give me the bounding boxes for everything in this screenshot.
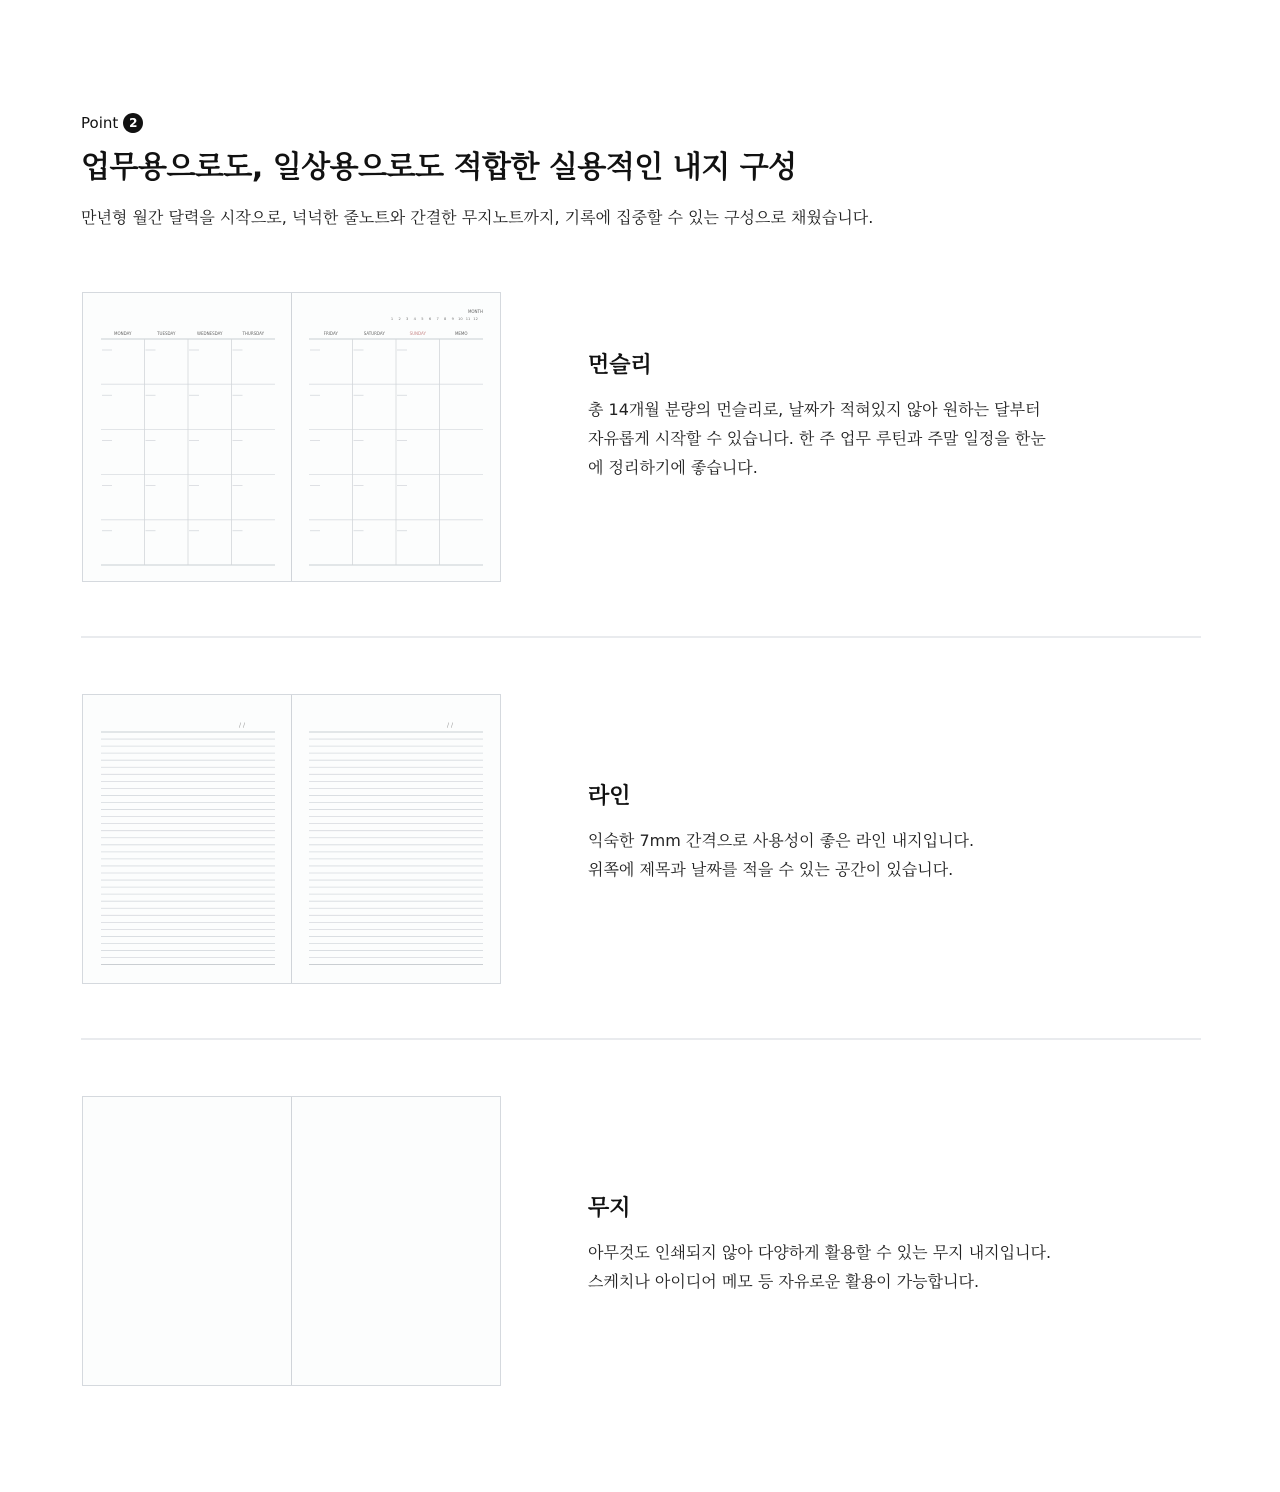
month-label: MONTH: [467, 309, 483, 314]
section-title-monthly: 먼슬리: [588, 353, 652, 378]
plain-spread-image: [82, 1096, 501, 1386]
month-number: 12: [473, 317, 478, 321]
monthly-info: [588, 348, 1058, 482]
date-slash-mark: / /: [447, 722, 453, 729]
month-number: 9: [451, 317, 454, 321]
weekday-label: TUESDAY: [157, 331, 176, 336]
section-title-plain: 무지: [588, 1196, 631, 1221]
plain-info: [588, 1191, 1058, 1296]
month-number: 5: [421, 317, 424, 321]
month-number: 8: [444, 317, 447, 321]
date-slash-mark: / /: [239, 722, 245, 729]
spread-spine: [291, 695, 292, 983]
section-title-line: 라인: [588, 784, 631, 809]
section-description-line-2: 위쪽에 제목과 날짜를 적을 수 있는 공간이 있습니다.: [588, 860, 954, 879]
weekday-label: SATURDAY: [363, 331, 385, 336]
section-line: [81, 694, 1201, 984]
spread-spine: [291, 293, 292, 581]
section-description-monthly: 총 14개월 분량의 먼슬리로, 날짜가 적혀있지 않아 원하는 달부터 자유롭게 시작할 수 있습니다. 한 주 업무 루틴과 주말 일정을 한눈에 정리하기에 좋습니다.: [588, 400, 1046, 477]
month-number: 4: [413, 317, 416, 321]
month-number: 3: [406, 317, 409, 321]
section-description-line-1: 익숙한 7mm 간격으로 사용성이 좋은 라인 내지입니다.: [588, 831, 975, 850]
point-text: Point: [81, 114, 119, 132]
section-divider: [81, 1038, 1201, 1040]
point-number-badge: 2: [123, 113, 143, 133]
section-plain: [81, 1096, 1201, 1386]
month-number: 11: [465, 317, 471, 321]
page-title: 업무용으로도, 일상용으로도 적합한 실용적인 내지 구성: [81, 150, 797, 185]
weekday-label: WEDNESDAY: [197, 331, 223, 336]
line-info: [588, 779, 1058, 884]
month-number: 7: [436, 317, 439, 321]
weekday-label: MONDAY: [114, 331, 132, 336]
section-divider: [81, 636, 1201, 638]
line-spread-image: [82, 694, 501, 984]
spread-spine: [291, 1097, 292, 1385]
weekday-label: SUNDAY: [409, 331, 426, 336]
weekday-label: MEMO: [454, 331, 468, 336]
month-number: 10: [458, 317, 463, 321]
month-number: 1: [390, 317, 394, 321]
point-label: [81, 113, 143, 133]
section-description-plain-1: 아무것도 인쇄되지 않아 다양하게 활용할 수 있는 무지 내지입니다.: [588, 1243, 1052, 1262]
section-description-plain-2: 스케치나 아이디어 메모 등 자유로운 활용이 가능합니다.: [588, 1272, 980, 1291]
monthly-spread-image: [82, 292, 501, 582]
month-number: 6: [428, 317, 432, 321]
month-number: 2: [398, 317, 401, 321]
weekday-label: THURSDAY: [242, 331, 265, 336]
weekday-label: FRIDAY: [323, 331, 338, 336]
section-monthly: [81, 292, 1201, 582]
page-subtitle: 만년형 월간 달력을 시작으로, 넉넉한 줄노트와 간결한 무지노트까지, 기록에 집중할 수 있는 구성으로 채웠습니다.: [81, 208, 874, 227]
